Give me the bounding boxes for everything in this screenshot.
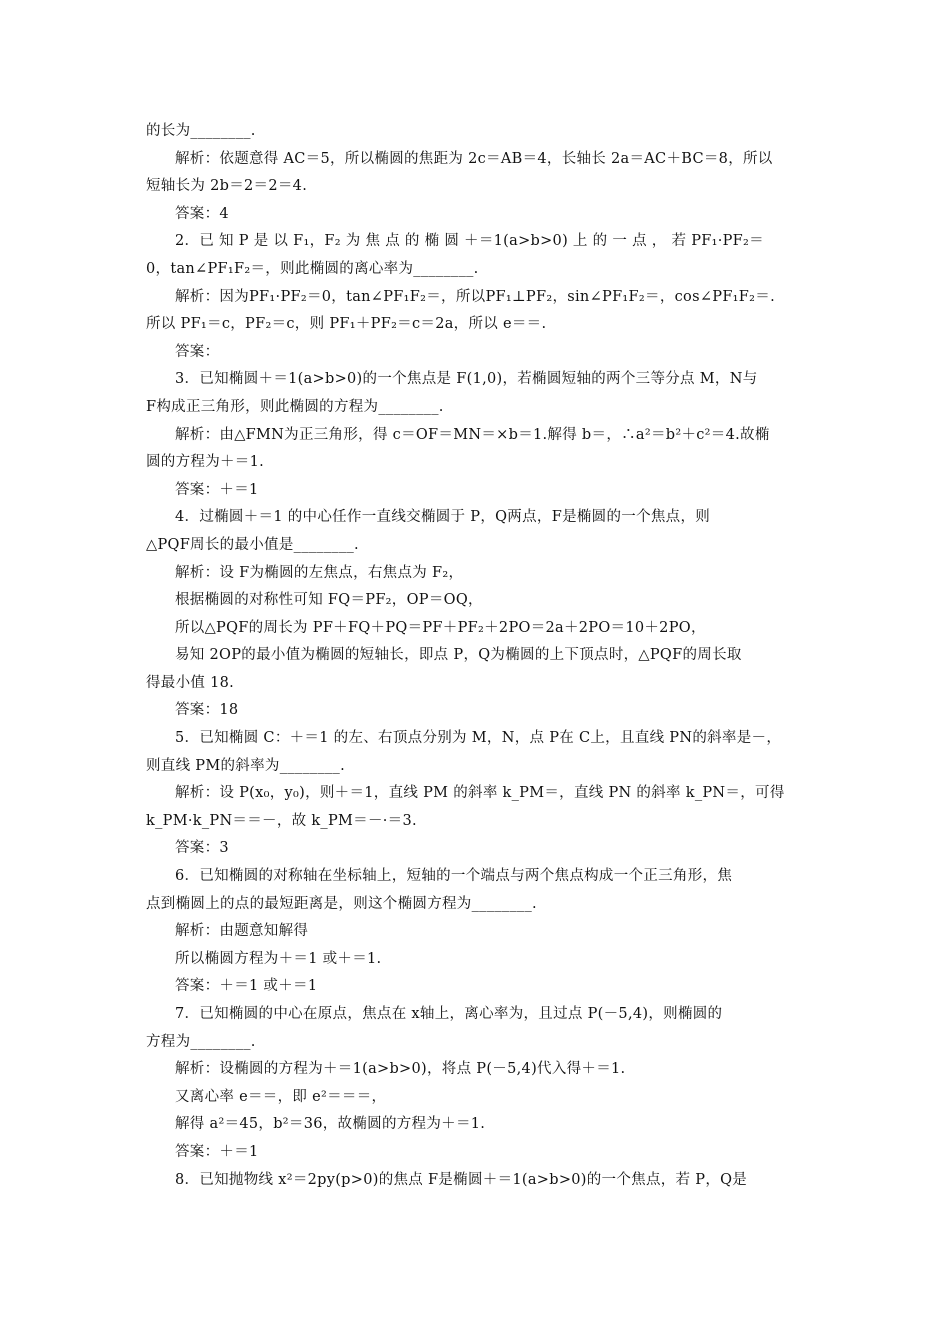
text-line: 解析：设椭圆的方程为＋＝1(a>b>0)，将点 P(－5,4)代入得＋＝1.	[175, 1061, 626, 1078]
text-line: 解析：由题意知解得	[175, 923, 309, 940]
text-line: 解析：设 P(x₀，y₀)，则＋＝1，直线 PM 的斜率 k_PM＝，直线 PN 的斜率 k_PN＝，可得	[175, 785, 785, 802]
text-line: k_PM·k_PN＝＝－，故 k_PM＝－·＝3.	[146, 812, 417, 829]
text-line: 解析：设 F为椭圆的左焦点，右焦点为 F₂，	[175, 564, 464, 581]
text-line: 答案：	[175, 343, 220, 360]
text-line: 则直线 PM的斜率为________.	[146, 757, 346, 774]
text-line: 答案：＋＝1	[175, 481, 259, 498]
document-body	[146, 118, 810, 1194]
text-line: 的长为________.	[146, 123, 256, 139]
text-line: 解析：因为PF₁·PF₂＝0，tan∠PF₁F₂＝，所以PF₁⊥PF₂，sin∠PF₁F₂＝，cos∠PF₁F₂＝.	[175, 288, 775, 305]
text-line: 点到椭圆上的点的最短距离是，则这个椭圆方程为________.	[146, 895, 537, 912]
text-line: 解得 a²＝45，b²＝36，故椭圆的方程为＋＝1.	[175, 1116, 486, 1133]
text-line: 4．过椭圆＋＝1 的中心任作一直线交椭圆于 P，Q两点，F是椭圆的一个焦点，则	[175, 509, 711, 526]
text-line: 解析：由△FMN为正三角形，得 c＝OF＝MN＝×b＝1.解得 b＝，∴a²＝b²＋c²＝4.故椭	[175, 426, 770, 443]
text-line: 2．已 知 P 是 以 F₁，F₂ 为 焦 点 的 椭 圆 ＋＝1(a>b>0) 上 的 一 点 ， 若 PF₁·PF₂＝	[175, 233, 764, 250]
text-line: 解析：依题意得 AC＝5，所以椭圆的焦距为 2c＝AB＝4，长轴长 2a＝AC＋BC＝8，所以	[175, 150, 773, 167]
text-line: 0，tan∠PF₁F₂＝，则此椭圆的离心率为________.	[146, 260, 479, 277]
text-line: 答案：18	[175, 702, 239, 719]
text-line: 答案：＋＝1	[175, 1143, 259, 1160]
text-line: 答案：4	[175, 205, 229, 222]
text-line: F构成正三角形，则此椭圆的方程为________.	[146, 398, 444, 415]
text-line: 所以椭圆方程为＋＝1 或＋＝1.	[175, 950, 382, 967]
text-line: 答案：＋＝1 或＋＝1	[175, 978, 318, 995]
text-line: 5．已知椭圆 C：＋＝1 的左、右顶点分别为 M，N，点 P在 C上，且直线 PN的斜率是－，	[175, 730, 782, 747]
text-line: 8．已知抛物线 x²＝2py(p>0)的焦点 F是椭圆＋＝1(a>b>0)的一个焦点，若 P，Q是	[175, 1171, 748, 1188]
text-line: 得最小值 18.	[146, 674, 235, 691]
text-line: 所以 PF₁＝c，PF₂＝c，则 PF₁＋PF₂＝c＝2a，所以 e＝＝.	[146, 316, 547, 333]
text-line: 又离心率 e＝＝，即 e²＝＝＝，	[175, 1088, 387, 1105]
text-line: 方程为________.	[146, 1033, 256, 1050]
text-line: 答案：3	[175, 840, 229, 857]
text-line: 易知 2OP的最小值为椭圆的短轴长，即点 P，Q为椭圆的上下顶点时，△PQF的周长取	[175, 647, 742, 664]
text-line: 6．已知椭圆的对称轴在坐标轴上，短轴的一个端点与两个焦点构成一个正三角形，焦	[175, 868, 733, 885]
text-line: 所以△PQF的周长为 PF＋FQ＋PQ＝PF＋PF₂＋2PO＝2a＋2PO＝10＋2PO，	[175, 619, 706, 636]
text-line: 3．已知椭圆＋＝1(a>b>0)的一个焦点是 F(1,0)，若椭圆短轴的两个三等分点 M，N与	[175, 371, 758, 388]
text-line: 7．已知椭圆的中心在原点，焦点在 x轴上，离心率为，且过点 P(－5,4)，则椭圆的	[175, 1006, 723, 1022]
text-line: 根据椭圆的对称性可知 FQ＝PF₂，OP＝OQ，	[175, 592, 483, 609]
text-line: 圆的方程为＋＝1.	[146, 454, 265, 471]
text-line: △PQF周长的最小值是________.	[146, 536, 359, 553]
text-line: 短轴长为 2b＝2＝2＝4.	[146, 178, 308, 195]
